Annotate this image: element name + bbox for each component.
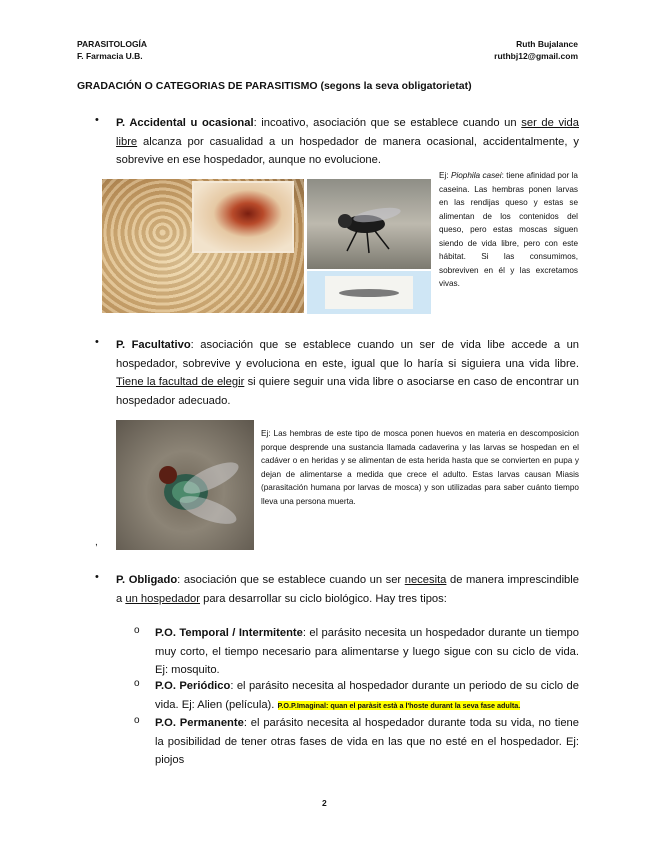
author-name: Ruth Bujalance <box>516 39 578 49</box>
piophila-fly-photo <box>307 179 431 269</box>
temporal-label: P.O. Temporal / Intermitente <box>155 627 303 639</box>
page-title: GRADACIÓN O CATEGORIAS DE PARASITISMO (segons la seva obligatorietat) <box>77 80 472 92</box>
fly-icon <box>307 179 431 269</box>
facultativo-paragraph: P. Facultativo: asociación que se establece cuando un ser de vida libe accede a un hospedador, sobrevive y evoluciona en este, igual que lo haría si siguiera una vida libre. Tiene la facultad de elegir si quiere seguir una vida libre o asociarse en caso de encontrar un hospedador adecuado. <box>116 339 580 407</box>
sub-bullet: o <box>134 715 140 726</box>
facultativo-example: Ej: Las hembras de este tipo de mosca ponen huevos en materia en descomposicion porque desprende una sustancia llamada cadaverina y las larvas se hospedan en el cadáver o en heridas y se alimentan de esta herida hasta que se convierten en pupa y dejan de alimentarse a medida que crece el adulto. Estas larvas causan Miasis (parasitación humana por larvas de mosca) y son utilizadas para saber cuánto tiempo lleva una persona muerta. <box>261 429 579 506</box>
sub-bullet: o <box>134 625 140 636</box>
periodico-label: P.O. Periódico <box>155 680 231 692</box>
obligado-label: P. Obligado <box>116 574 178 586</box>
course-title: PARASITOLOGÍA <box>77 39 148 49</box>
blowfly-icon <box>116 420 254 550</box>
bullet: • <box>95 336 99 348</box>
permanente-item: P.O. Permanente: el parásito necesita al hospedador durante toda su vida, no tiene la posibilidad de tener otras fases de vida en las que no esté en el hospedador. Ej: piojos <box>155 717 579 766</box>
larva-icon <box>325 276 413 309</box>
bullet: • <box>95 571 99 583</box>
header-right <box>494 38 578 62</box>
blowfly-photo <box>116 420 254 550</box>
periodico-item: P.O. Periódico: el parásito necesita al hospedador durante un periodo de su ciclo de vida. Ej: Alien (película). P.O.P.Imaginal: quan el paràsit està a l'hoste durant la seva fase adulta. <box>155 680 579 711</box>
bullet: • <box>95 114 99 126</box>
accidental-label: P. Accidental u ocasional <box>116 117 254 129</box>
species-name: Piophila casei <box>450 171 502 180</box>
author-email: ruthbj12@gmail.com <box>494 51 578 61</box>
permanente-label: P.O. Permanente <box>155 717 244 729</box>
accidental-paragraph: P. Accidental u ocasional: incoativo, asociación que se establece cuando un ser de vida libre alcanza por casualidad a un hospedador de manera ocasional, accidentalmente, y sobrevive en ese hospedador, aunque no evolucione. <box>116 117 579 166</box>
imaginal-highlight-note: P.O.P.Imaginal: quan el paràsit està a l'hoste durant la seva fase adulta. <box>277 700 521 710</box>
stray-mark: , <box>95 537 98 548</box>
cheese-detail-inset <box>192 181 294 253</box>
sub-bullet: o <box>134 678 140 689</box>
cheese-photo <box>102 179 304 313</box>
larva-photo <box>325 276 413 309</box>
temporal-item: P.O. Temporal / Intermitente: el parásito necesita un hospedador durante un tiempo muy corto, el tiempo necesario para alimentarse y luego sigue con su ciclo de vida. Ej: mosquito. <box>155 627 579 676</box>
page-number: 2 <box>322 798 327 808</box>
facultativo-label: P. Facultativo <box>116 339 191 351</box>
piophila-example: Ej: Piophila casei: tiene afinidad por la caseina. Las hembras ponen larvas en las rendijas queso y estas se alimentan de los contenidos del queso, pero estas moscas siguen siendo de vida libre, pero con este hábitat. Si las consumimos, sobreviven en él y las excretamos vivas. <box>439 171 578 288</box>
obligado-paragraph: P. Obligado: asociación que se establece cuando un ser necesita de manera imprescindible a un hospedador para desarrollar su ciclo biológico. Hay tres tipos: <box>116 574 579 605</box>
faculty-name: F. Farmacia U.B. <box>77 51 143 61</box>
larva-photo-frame <box>307 271 431 314</box>
header-left <box>77 38 147 62</box>
